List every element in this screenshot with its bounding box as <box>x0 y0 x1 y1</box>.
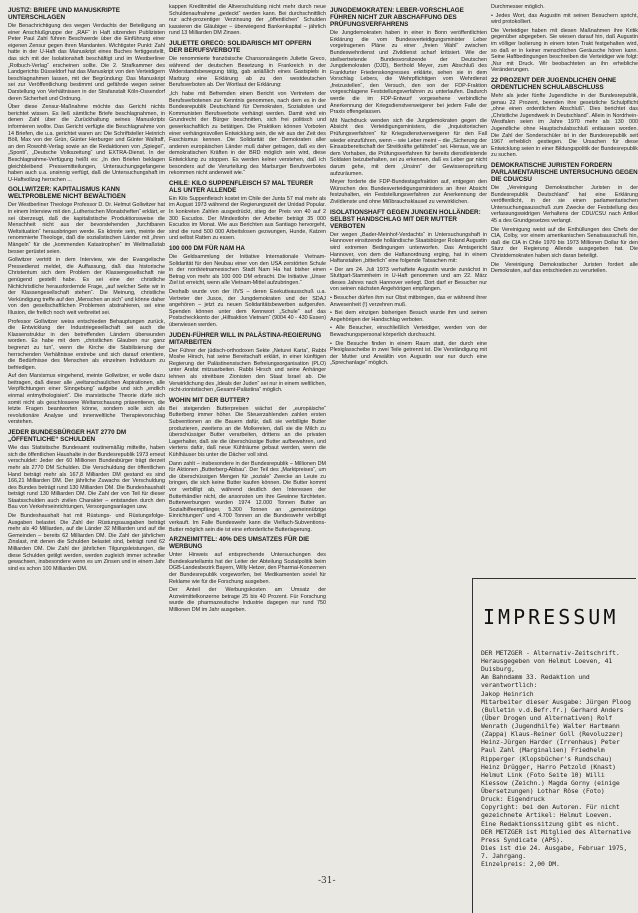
article-paragraph: Durchmesser möglich. <box>491 4 545 10</box>
article-paragraph: Auf den Marxismus eingehend, meinte Gollwitzer, er wolle dazu beitragen, daß dieser alle „weltanschaulichen Aspirationen, alle Verpflichtungen einer Sinngebung“ aufgebe und sich „endlich einmal entmythologisiert“. Die marxistische Theorie dürfe sich somit nicht als geschlossene Weltanschauung präsentieren, die letzte Fragen beantworten könne, sondern solle sich als revolutionäre Analyse und innerweltliche Therapievorschlag verstehen. <box>8 373 165 426</box>
article <box>8 186 165 426</box>
article <box>169 245 326 329</box>
article-paragraph: Die Geldsammlung der Initiative Internationale Vietnam-Solidarität für den Neubau einer von den USA zerstörten Schule in der nordvietnamesischen Stadt Nam Ha hat bisher einen Betrag von mehr als 100 000 DM erbracht. Die Initiative „Unser Ziel ist erreicht, wenn alle Vietnam-Mittel aufzubringen.“ <box>169 254 326 287</box>
article-paragraph: Dann zahlt – insbesondere in der Bundesrepublik – Millionen DM für Aktionen „Butterberg-Abbau“. Der Teil des „Marktpreises“, um die überschüssigen Mengen für „soziale“ Zwecke an Leute zu bringen, die sich keine Butter kaufen können. Die Butter kommt vor verbilligt ab, während deutlich den Interessen der Butterhändler nicht, die ansonsten um ihre Gewinne fürchteten. Butterwerbungen wurden 1974 12.000 Tonnen Butter an Sozialhilfeempfänger, 5.300 Tonnen an „gemeinnützige Einrichtungen“ und 4.700 Tonnen an die Bundeswehr verbilligt verkauft. Im Falle Bundeswehr kann die Vielfach-Subventions-Butter möglich sein die ist eine erforderliche Butterlagerung. <box>169 460 326 533</box>
article-paragraph: Gollwitzer vertritt in dem Interview, wie der Evangelische Pressedienst meldet, die Auffassung, daß das historische Christentum sich dem Problem der Klassengesellschaft nie genügend gestellt habe. Es sei eine der christliche Nichtchristliche herausfordernde Frage, „auf welcher Seite wir in der Klassengesellschaft stehen“. Die Meinung, christliche Verkündigung treffe auf den „Menschen an sich“ und könne daher von den gesellschaftlichen Problemen abstrahieren, sei eine Illusion, die freilich noch weit verbreitet sei. <box>8 257 165 316</box>
article-paragraph: Der Führer der jüdisch-orthodoxen Sekte „Neturei Karta“, Rabbi Moshe Hirsch, hat seine Bereitschaft erklärt, in einer künftigen Regierung der Palästinensischen Befreiungsorganisation (PLO) unter Arafat mitzuarbeiten. Rabbi Hirsch und seine Anhänger lehnen als streitbare Zionisten den Staat Israel ab. Die Verwirklichung des „Ideals der Juden“ sei nur in einem weltlichen, nicht-zionistischen „Gesamt-Palästina“ möglich. <box>169 347 326 394</box>
article-paragraph: Die Jungdemokraten haben in einer in Bonn veröffentlichten Erklärung die vom Bundesverteidigungsminister Leber vorgetragenen Pläne zu einer „freien Wahl“ zwischen Bundeswehrdienst und Zivildienst scharf kritisiert. Wie der stellvertretende Bundesvorsitzende der Deutschen Jungdemokraten (DJD), Berthold Meyer, zum Abschluß des Frankfurter Friedenskongresses erklärte, sehen sie in dem Vorschlag Lebers, die Wehrpflichtigen vom Wehrdienst „freizustellen“, den Versuch, den von der FDP-Fraktion vorgeschlagene Feststellungsverfahren zu unterlaufen. Dadurch werde die im FDP-Entwurf vorgesehene verbindliche Anerkennung der Kriegsdienstverweigerer bei jedem Falle der Praxis offengelassen. <box>330 30 487 116</box>
article-paragraph: • Der am 24. Juli 1973 verhaftete Augustin wurde zunächst in Stuttgart-Stammheim in U-Haft genommen und am 22. März dieses Jahres nach Hannover verlegt. Dort darf er Besucher nur von seinen nächsten Angehörigen empfangen. <box>330 266 487 293</box>
article-paragraph: Bei steigenden Butterpreisen wächst der „europäische“ Butterberg immer höher. Die Steuerzahlenden zahlen ersten Subventionen an die Bauern dafür, daß sie verbilligte Butter produzieren, zweitens an die Molkereien, daß sie die Milch zu überschüssiger Butter verarbeiten, drittens an die privaten Lagerhalter, daß sie die überschüssige Butter aufbewahren, und viertens dafür, daß neue Kühlräume gebaut werden, wenn die Kühlhäuser bis unter die Dächer voll sind. <box>169 405 326 459</box>
article-headline: CHILE: KILO SUPPENFLEISCH 57 MAL TEURER ALS UNTER ALLENDE <box>169 179 314 194</box>
article <box>169 397 326 533</box>
article <box>491 77 638 159</box>
article-headline: JUDEN-FÜHRER WILL IN PALÄSTINA-REGIERUNG MITARBEITEN <box>169 331 322 346</box>
article-headline: JUSTIZ: BRIEFE UND MANUSKRIPTE UNTERSCHLAGEN <box>8 7 120 22</box>
article-paragraph: Die „Vereinigung Demokratischer Juristen in der Bundesrepublik Deutschland“ hat eine Erklärung veröffentlicht, in der sie einen parlamentarischen Untersuchungsausschuß zum Zwecke der Feststellung des verfassungswidrigen Verhaltens der CDU/CSU nach Artikel 45 a des Grundgesetzes verlangt. <box>491 185 638 225</box>
article-paragraph: Der Westberliner Theologe Professor D. Dr. Helmut Gollwitzer hat in einem Interview mit den „Lutherischen Monatsheften“ erklärt, er sei überzeugt, daß die kapitalistische Produktionsweise die Menschheit nicht aus der bevorstehenden „furchtbaren Weltsituation“ herausbringen werde. Es könnte sein, meinte der renommierte Theologe, daß die sozialistischen Länder mit „ihren Mängeln“ für die „kommenden Katastrophen“ im Weltmaßstab besser gerüstet seien. <box>8 202 165 255</box>
article <box>169 332 326 394</box>
article-headline: 100 000 DM FÜR NAM HA <box>169 245 245 252</box>
article <box>169 4 326 37</box>
article-headline: JEDER BUNDESBÜRGER HAT 2770 DM „ÖFFENTLICHE“ SCHULDEN <box>8 429 127 444</box>
article-headline: 22 PROZENT DER JUGENDLICHEN OHNE ORDENTLICHEN SCHULABSCHLUSS <box>491 76 617 91</box>
article-paragraph: Die renommierte französische Chansonsängerin Juliette Greco, während der deutschen Besetzung in Frankreich in der Widerstandsbewegung tätig, gab anläßlich eines Gastspiels in Marburg eine Erklärung ab zu den westdeutschen Berufsverboten ab. Der Wortlaut der Erklärung: <box>169 56 326 89</box>
article-paragraph: Mit Nachdruck wenden sich die Jungdemokraten gegen die Absicht des Verteidigungsministers, die „Inquisitorischen Prüfungsverfahren“ für Kriegsdienstverweigerer für den Fall wieder einzuführen, wenn – wie Leber meint – die „Sicherung der Einsatzbereitschaft der Streitkräfte gefährdet“ sei. Hieraus, wie an dem Vorhaben, die Prüfungsverfahren für bereits dienstleistende Soldaten beizubehalten, sei zu erkennen, daß es Leber gar nicht darum gehe, mit dem „Unsinn“ der Gewissensprüfung aufzuräumen. <box>330 117 487 177</box>
article-paragraph: „Ich habe mit Befremden einen Bericht von Vertretern der Berufsverbotenen zur Kenntnis genommen, nach dem es in der Bundesrepublik Deutschland für Demokraten, Sozialisten und Kommunisten Berufsverbote verhängt werden. Damit wird ein Grundrecht der Bürger beschnitten, sich frei politisch und gewerkschaftlich zu betätigen. Die Praktiken können Vorboten einer verhängnisvollen Entwicklung sein, die wir aus der Zeit des Faschismus kennen. Die Solidarität der Demokraten aller anderen europäischen Länder muß daher getragen, daß es den demokratischen Kräften in der BRD möglich sein wird, diese Entwicklung zu stoppen. Es werden kelner verstehen, daß ich besonders auf die Verurteilung des Marburger Berufsverbotes rekommen nicht anderweit wie.“ <box>169 91 326 177</box>
column-2 <box>169 4 326 913</box>
article-paragraph: Professor Gollwitzer weiss entschieden Behauptungen zurück, die Entwicklung der Industriegesellschaft sei auch die Klassenstruktur in den betreffenden Ländern überwunden worden. Es habe mit dem „christlichen Glauben nur ganz begrenzt zu tun“, wenn die Kirche die Stabilisierung der herrschenden Verhältnisse erstrebe und sich darauf orientiere, die Bedürfnisse des Menschen als einzelnen Individuum zu befriedigen. <box>8 318 165 371</box>
article-paragraph: • Alle Besucher, einschließlich Verteidiger, werden von der Bewachungspersonal körperlich durchsucht. <box>330 325 487 339</box>
impressum-text: DER METZGER - Alternativ-Zeitschrift. Herausgegeben von Helmut Loeven, 41 Duisburg, Am Bahndamm 33. Redaktion und verantwortlich: Jakop Heinrich Mitarbeiter dieser Ausgabe: Jürgen Ploog (Bulletin v.d.Befr.fr.) Gerhard Anders (Über Drogen und Alternativen) Rolf Wenrath (Jugendhilfe) Walter Hartmann (Zappa) Klaus-Reiner Goll (Revoluzzer) Heinz-Jürgen Harder (Irrenhaus) Peter Paul Zahl (Marginalien) Friedhelm Ripperger (Klopsbücher's Rundschau) Heinz Drügger, Harro Petzold (Knast) Helmut Link (Foto Seite 10) Willi Kiessow (Zeichn.) Magda Gorny (einige Übersetzungen) Lothar Röse (Foto) Druck: Eigendruck Copyright: bei den Autoren. Für nicht gezeichnete Artikel: Helmut Loeven. Eine Redaktionssitzung gibt es nicht. DER METZGER ist Mitglied des Alternative Press Syndicate (APS). Dies ist die 24. Ausgabe, Februar 1975, 7. Jahrgang. Einzelpreis: 2,00 DM. <box>481 648 631 869</box>
article-paragraph: Der Anteil der Werbungskosten am Umsatz der Arzneimittelkonzerne betrage 25 bis 40 Prozent. Für Forschung wurde die pharmazeutische Industrie dagegen nur rund 750 Millionen DM im Jahr ausgeben. <box>169 587 326 613</box>
article <box>330 209 487 367</box>
article-paragraph: • Bei dem einzigen bisherigen Besuch wurde ihm und seinen Angehörigen der Handschlag verboten. <box>330 310 487 323</box>
article <box>491 4 638 74</box>
article-paragraph: Die Vereinigung weist auf die Enthüllungen des Chefs der CIA, Colby, vor einem amerikanischen Senatsausschuß hin, daß die CIA in Chile 1970 bis 1973 Millionen Dollar für den Sturz der Regierung Allende ausgegeben hat. Die Christdemokraten haben sich daran beteiligt. <box>491 226 638 260</box>
article-paragraph: • Besucher dürfen ihm nur Obst mitbringen, das er während ihrer Anwesenheit (!) verzehren muß. <box>330 295 487 308</box>
article-paragraph: • Die Besuche finden in einem Raum statt, der durch eine Plexiglasscheibe in zwei Teile getrennt ist. Die Verständigung mit der Mutter und Anwältin von Augustin war nur durch eine „Sprechanlage“ möglich. <box>330 340 487 367</box>
article-paragraph: Deshalb wurde von der IIVS – deren Exekutivausschuß u.a. Vertreter der Jusos, der Jungdemokraten und der SDAJ angehören – jetzt zu neuen Solidaritätsbewerben aufgerufen. Spenden können unter dem Kennwort „Schule“ auf das Postscheckkonto der „Hilfsaktion Vietnam“ (9004 40 - 430 Essen) überwiesen werden. <box>169 289 326 328</box>
page-number: -31- <box>318 876 336 886</box>
article-headline: DEMOKRATISCHE JURISTEN FORDERN PARLAMENTARISCHE UNTERSUCHUNG GEGEN DIE CDU/CSU <box>491 161 638 184</box>
impressum-title: IMPRESSUM <box>483 605 619 630</box>
article <box>491 162 638 275</box>
article <box>8 429 165 572</box>
article-paragraph: Über diese Zensur-Maßnahme möchte das Gericht nichts berichtet wissen. Es ließ sämtliche Briefe beschlagnahmen, in denen Zahl über die Zurückhaltung seines Manuskripts informieren wollte. Das Gericht verfügte die Beschlagnahme von 14 Briefen, die u.a. gerichtet waren an: Die Schriftsteller Heinrich Böll, Max von der Grün, Günter Herburger und Günter Wallraff, an den Rowohlt-Verlag sowie an die Redaktionen von „Spiegel“, „Sponti“, „Deutsche Volkszeitung“ und EXTRA-Dienst. In der Beschlagnahme-Verfügung heißt es: „In den Briefen beklagen gleichbleibend Pressemitteilungen, Untersuchungsgefangene haben auch u.a. unsinnig verfügt, daß die Untersuchungshaft im U-Haftvollzug herrschen ... <box>8 104 165 183</box>
column-1 <box>8 4 165 913</box>
article-paragraph: Die Bundeshaushalt hat mit Rüstungs- und Rüstungsfolge-Ausgaben belastet. Die Zahl der Rüstungsausgaben beträgt mehr als 40 Milliarden, auf die Länder 32 Milliarden und auf die Gemeinden – bereits 62 Milliarden DM. Die Zahl der jährlichen Zinslast, mit denen die Schulden belastet sind, beträgt rund 62 Milliarden DM. Die Zahl der jährlichen Tilgungsleistungen, die diese Schulden getilgt werden, werden zugleich immer schneller gewachsen, insbesondere wenn es um Zinsen und in einem Jahr sind es schon 100 Milliarden DM. <box>8 513 165 572</box>
article-paragraph: Unter Hinweis auf entsprechende Untersuchungen des Bundeskartellamts hat der Leiter der Abteilung Sozialpolitik beim DGB-Landesbezirk Bayern, Willy Hetzer, den Pharmai-Konzernen der Bundesrepublik vorgeworfen, bei Medikamenten soviel für Reklame wie für die Forschung ausgeben. <box>169 552 326 585</box>
article-paragraph: kappen Kreditmittel die Altverschuldung nicht mehr durch neue Schuldenaufnahme „gedeckt“ werden kann. Bei durchschnittlich nur acht-prozentiger Verzinsung der „öffentlichen“ Schulden kassieren die Gläubiger – überwiegend Bankenkapital – jährlich rund 13 Milliarden DM Zinsen. <box>169 4 326 37</box>
article-headline: ARZNEIMITTEL: 40% DES UMSATZES FÜR DIE WERBUNG <box>169 536 310 551</box>
article-headline: GOLLWITZER: KAPITALISMUS KANN WELTPROBLEME NICHT BEWÄLTIGEN <box>8 186 126 201</box>
article-paragraph: Mehr als jeder fünfte Jugendliche in der Bundesrepublik, genau 22 Prozent, beenden ihre gesetzliche Schulpflicht „ohne einen ordentlichen Abschluß“. Dies berichtet das „Christliche Jugendwerk in Deutschland“. Allein in Nordrhein-Westfalen seien im Jahre 1970 mehr als 130 000 Jugendliche ohne Hauptschulabschluß entlassen worden. Die Zahl der Sonderschüler ist in der Bundesrepublik seit 1967 erheblich gestiegen. Die Ursachen für diese Entwicklung seien in einer Bildungspolitik der Bundesrepublik zu suchen. <box>491 93 638 159</box>
article-paragraph: Meyer forderte die FDP-Bundestagsfraktion auf, entgegen den Wünschen des Bundesverteidigungsministers an ihrer Absicht festzuhalten, ein Feststellungsverfahren zur Anerkennung der Zivildienste und ohne Mißbrauchsklausel zu verwirklichen. <box>330 179 487 205</box>
article-headline: JULIETTE GRECO: SOLIDARISCH MIT OPFERN DER BERUFSVERBOTE <box>169 39 312 55</box>
article-headline: ISOLATIONSHAFT GEGEN JUNGEN HOLLÄNDER: SELBST HANDSCHLAG MIT DER MUTTER VERBOTEN <box>330 208 481 230</box>
article <box>169 40 326 177</box>
column-4-articles <box>491 4 638 554</box>
article <box>330 7 487 206</box>
article <box>169 536 326 613</box>
impressum-box <box>472 578 636 913</box>
article-paragraph: Ein Kilo Suppenfleisch kostet im Chile der Junta 57 mal mehr als im August 1973 während der Regierungszeit der Unidad Popular. In konkreten Zahlen ausgedrückt, stieg der Preis von 40 auf 2 300 Escudos. Der Mindestlohn der Arbeiter beträgt 35 000 Escudos im Monat. Wie aus Berichten aus Santiago hervorgeht, sind die rund 500 000 Arbeitslosen gezwungen, Hunde, Katzen und selbst Ratten zu essen. <box>169 195 326 242</box>
article-headline: JUNGDEMOKRATEN: LEBER-VORSCHLAGE FÜHREN NICHT ZUR ABSCHAFFUNG DES PRÜFUNGSVERFAHRENS <box>330 7 464 29</box>
article-headline: WOHIN MIT DER BUTTER? <box>169 396 250 404</box>
article-paragraph: Der wegen „Bader-Meinhof-Verdachts“ in Untersuchungshaft in Hannover einsitzende holländische Staatsbürger Roland Augustin wird extremen Bedingungen unterworfen. Das Amtsgericht Hannover, von dem die Haftanordnung erging, hat in einem Haftanstalten „bitterlich“ eine folgende Tatsachen mit: <box>330 231 487 265</box>
article-paragraph: • Jedes Wort, das Augustin mit seinen Besuchern spricht, wird protokolliert. <box>491 12 638 26</box>
column-3 <box>330 4 487 913</box>
article-paragraph: Die Verteidiger haben mit diesen Maßnahmen ihre Kritik gegenüber abgegeben. Sie wiesen darauf hin, daß Augustin im völliger Isolierung in einem toten Trakt festgehalten wird, so daß er in keiner menschlichen Geräusche hören kann. Seine Haftbedingungen beschreiben die Verteidiger wie folgt: „Nur mit Druck. Wir beobachteten an ihn erhebliche Veränderungen. <box>491 27 638 74</box>
article <box>169 180 326 242</box>
article-paragraph: Die Benachrichtigung des wegen Verdachts der Beteiligung an einer Anschlußgruppe der „RAF“ in Haft sitzenden Publizisten Peter Paul Zahl führen Beschwerde über die Einführung einer eigenen Zensur gegen ihren Mandanten. Wichtigster Punkt: Zahl hatte in der U-Haft das Manuskript eines Buches fertiggestellt, das sich mit der Isolationshaft beschäftigt und im Westberliner „Rotbuch-Verlag“ erscheinen sollte. Die 2. Strafkammer des Landgerichts Düsseldorf hat das Manuskript von den Verteidigern beschlagnahmen lassen, mit der Begründung: Das Manuskript sei zur Veröffentlichung bestimmt und gefährde wegen seiner Darstellung von Verhältnissen in der Strafanstalt Köln-Ossendorf deren Sicherheit und Ordnung. <box>8 23 165 102</box>
article-paragraph: Die Vereinigung Demokratischer Juristen fordert alle Demokraten, auf das entschieden zu verurteilen. <box>491 261 638 275</box>
article <box>8 7 165 183</box>
article-paragraph: Wie das Statistische Bundesamt routinemäßig mitteilte, haben sich die öffentlichen Haushalte in der Bundesrepublik 1973 erneut verschuldet: Jeder der 60 Millionen Bundesbürger trägt derzeit mehr als 2770 DM Schulden. Die Verschuldung der öffentlichen Hand beträgt mehr als 167,8 Milliarden DM gestand es sind 166,21 Milliarden DM. Der jährliche Zuwachs der Verschuldung des Bundes beträgt rund 130 Milliarden DM. Die Bundeshaushalt beträgt rund 130 Milliarden DM. Die Zahl der von Teil für dieser Staatsschulden auch zivilen Charakter – entstanden durch den Bau von Verkehrseinrichtungen, Versorgungsanlagen usw. <box>8 445 165 511</box>
impressum <box>481 589 632 885</box>
